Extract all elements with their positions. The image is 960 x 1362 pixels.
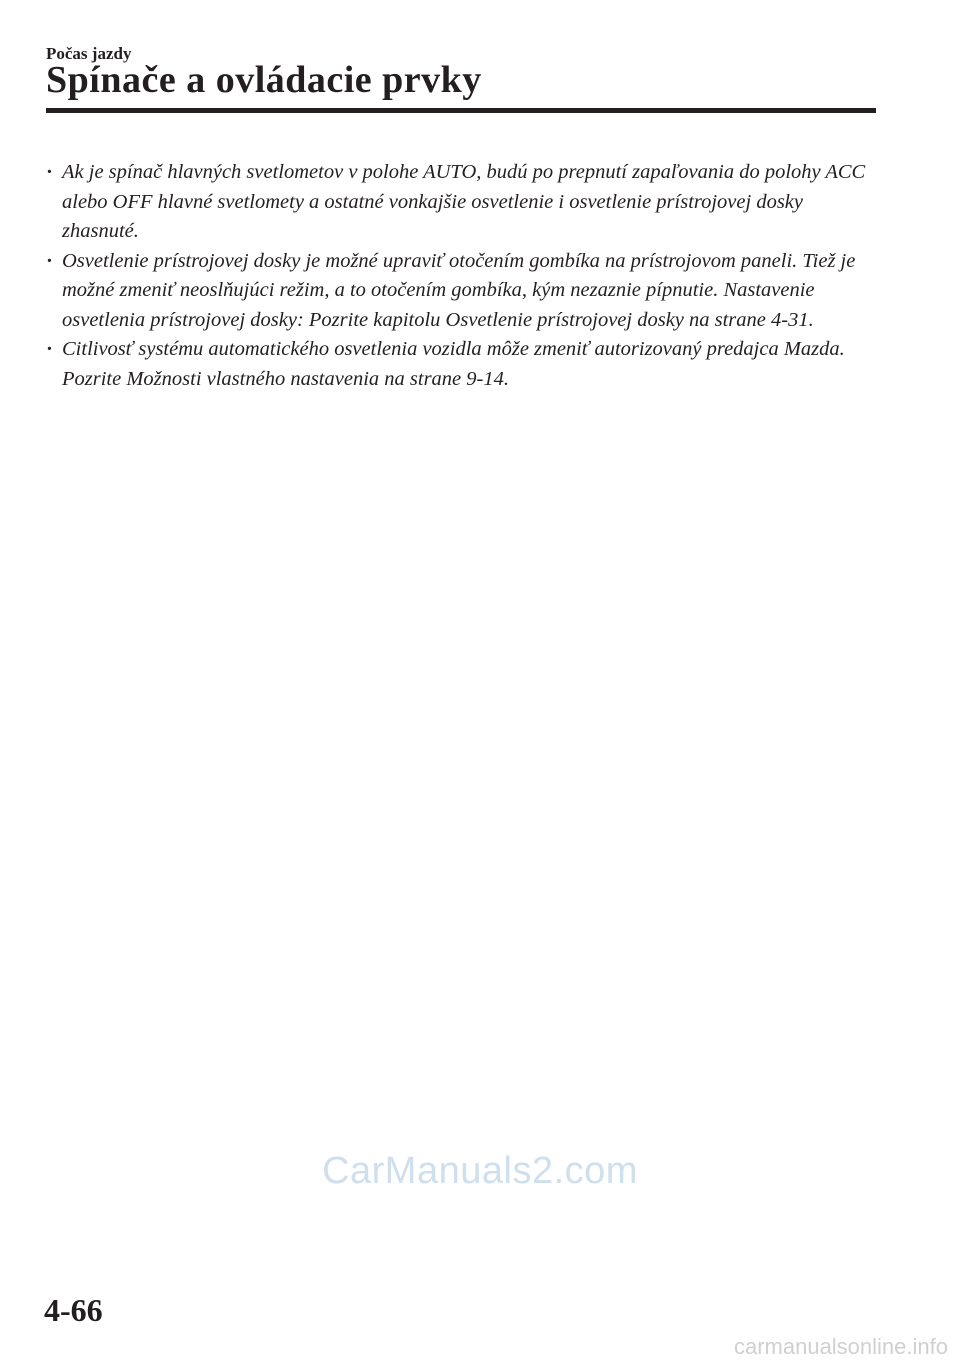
note-item: · Citlivosť systému automatického osvetlenia vozidla môže zmeniť autorizovaný predajca Mazda. Pozrite Možnosti vlastného nastavenia na strane 9-14. [46,335,876,394]
watermark: CarManuals2.com [322,1150,638,1192]
page-number: 4-66 [44,1292,103,1328]
notes-list [46,158,876,394]
chapter-title: Spínače a ovládacie prvky [46,59,482,101]
header-rule [46,108,876,113]
footer-site-link[interactable]: carmanualsonline.info [733,1334,948,1359]
note-item: · Osvetlenie prístrojovej dosky je možné upraviť otočením gombíka na prístrojovom paneli. Tiež je možné zmeniť neoslňujúci režim, a to otočením gombíka, kým nezaznie pípnutie. Nastavenie osvetlenia prístrojovej dosky: Pozrite kapitolu Osvetlenie prístrojovej dosky na strane 4-31. [46,247,876,336]
section-label: Počas jazdy [46,44,132,63]
note-item: · Ak je spínač hlavných svetlometov v polohe AUTO, budú po prepnutí zapaľovania do polohy ACC alebo OFF hlavné svetlomety a ostatné vonkajšie osvetlenie i osvetlenie prístrojovej dosky zhasnuté. [46,158,876,247]
